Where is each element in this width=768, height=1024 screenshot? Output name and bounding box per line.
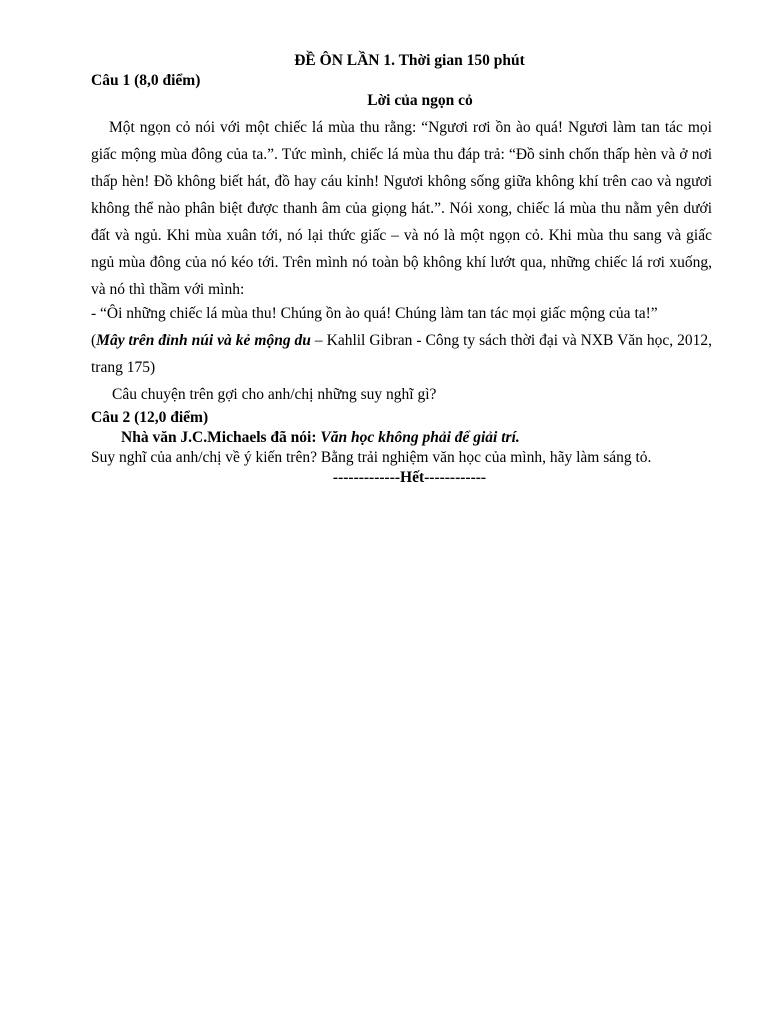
question2-prompt: Suy nghĩ của anh/chị về ý kiến trên? Bằng trải nghiệm văn học của mình, hãy làm sáng tỏ.: [91, 449, 652, 466]
question2-quote: [91, 428, 712, 448]
quote-intro: Nhà văn J.C.Michaels đã nói:: [121, 429, 321, 446]
source-open-paren: (: [91, 332, 97, 349]
end-marker: -------------Hết------------: [332, 469, 487, 486]
question1-heading: Câu 1 (8,0 điểm): [91, 72, 201, 89]
story-quote: - “Ôi những chiếc lá mùa thu! Chúng ồn ào quá! Chúng làm tan tác mọi giấc mộng của ta!”: [91, 305, 658, 322]
question1-prompt: Câu chuyện trên gợi cho anh/chị những suy nghĩ gì?: [112, 386, 437, 403]
quote-text: Văn học không phải để giải trí.: [320, 429, 520, 446]
exam-title: ĐỀ ÔN LẦN 1. Thời gian 150 phút: [294, 52, 525, 69]
source-book-title: Mây trên đỉnh núi và kẻ mộng du: [96, 332, 311, 349]
story-paragraph: Một ngọn cỏ nói với một chiếc lá mùa thu rằng: “Ngươi rơi ồn ào quá! Ngươi làm tan tác mọi giấc mộng mùa đông của ta.”. Tức mình, chiếc lá mùa thu đáp trả: “Đồ sinh chốn thấp hèn và ở nơi thấp hèn! Đồ không biết hát, đồ hay cáu kỉnh! Ngươi không sống giữa không khí trên cao và ngươi không thể nào phân biệt được thanh âm của giọng hát.”. Nói xong, chiếc lá mùa thu nằm yên dưới đất và ngủ. Khi mùa xuân tới, nó lại thức giấc – và nó là một ngọn cỏ. Khi mùa thu sang và giấc ngủ mùa đông của nó kéo tới. Trên mình nó toàn bộ không khí lướt qua, những chiếc lá rơi xuống, và nó thì thầm với mình:: [91, 119, 712, 298]
question2-heading: Câu 2 (12,0 điểm): [91, 409, 209, 426]
source-details: – Kahlil Gibran - Công ty sách thời đại và NXB Văn học, 2012, trang 175): [91, 332, 713, 376]
story-title: Lời của ngọn cỏ: [367, 92, 473, 109]
exam-page: [91, 51, 712, 488]
story-source: [91, 327, 712, 381]
